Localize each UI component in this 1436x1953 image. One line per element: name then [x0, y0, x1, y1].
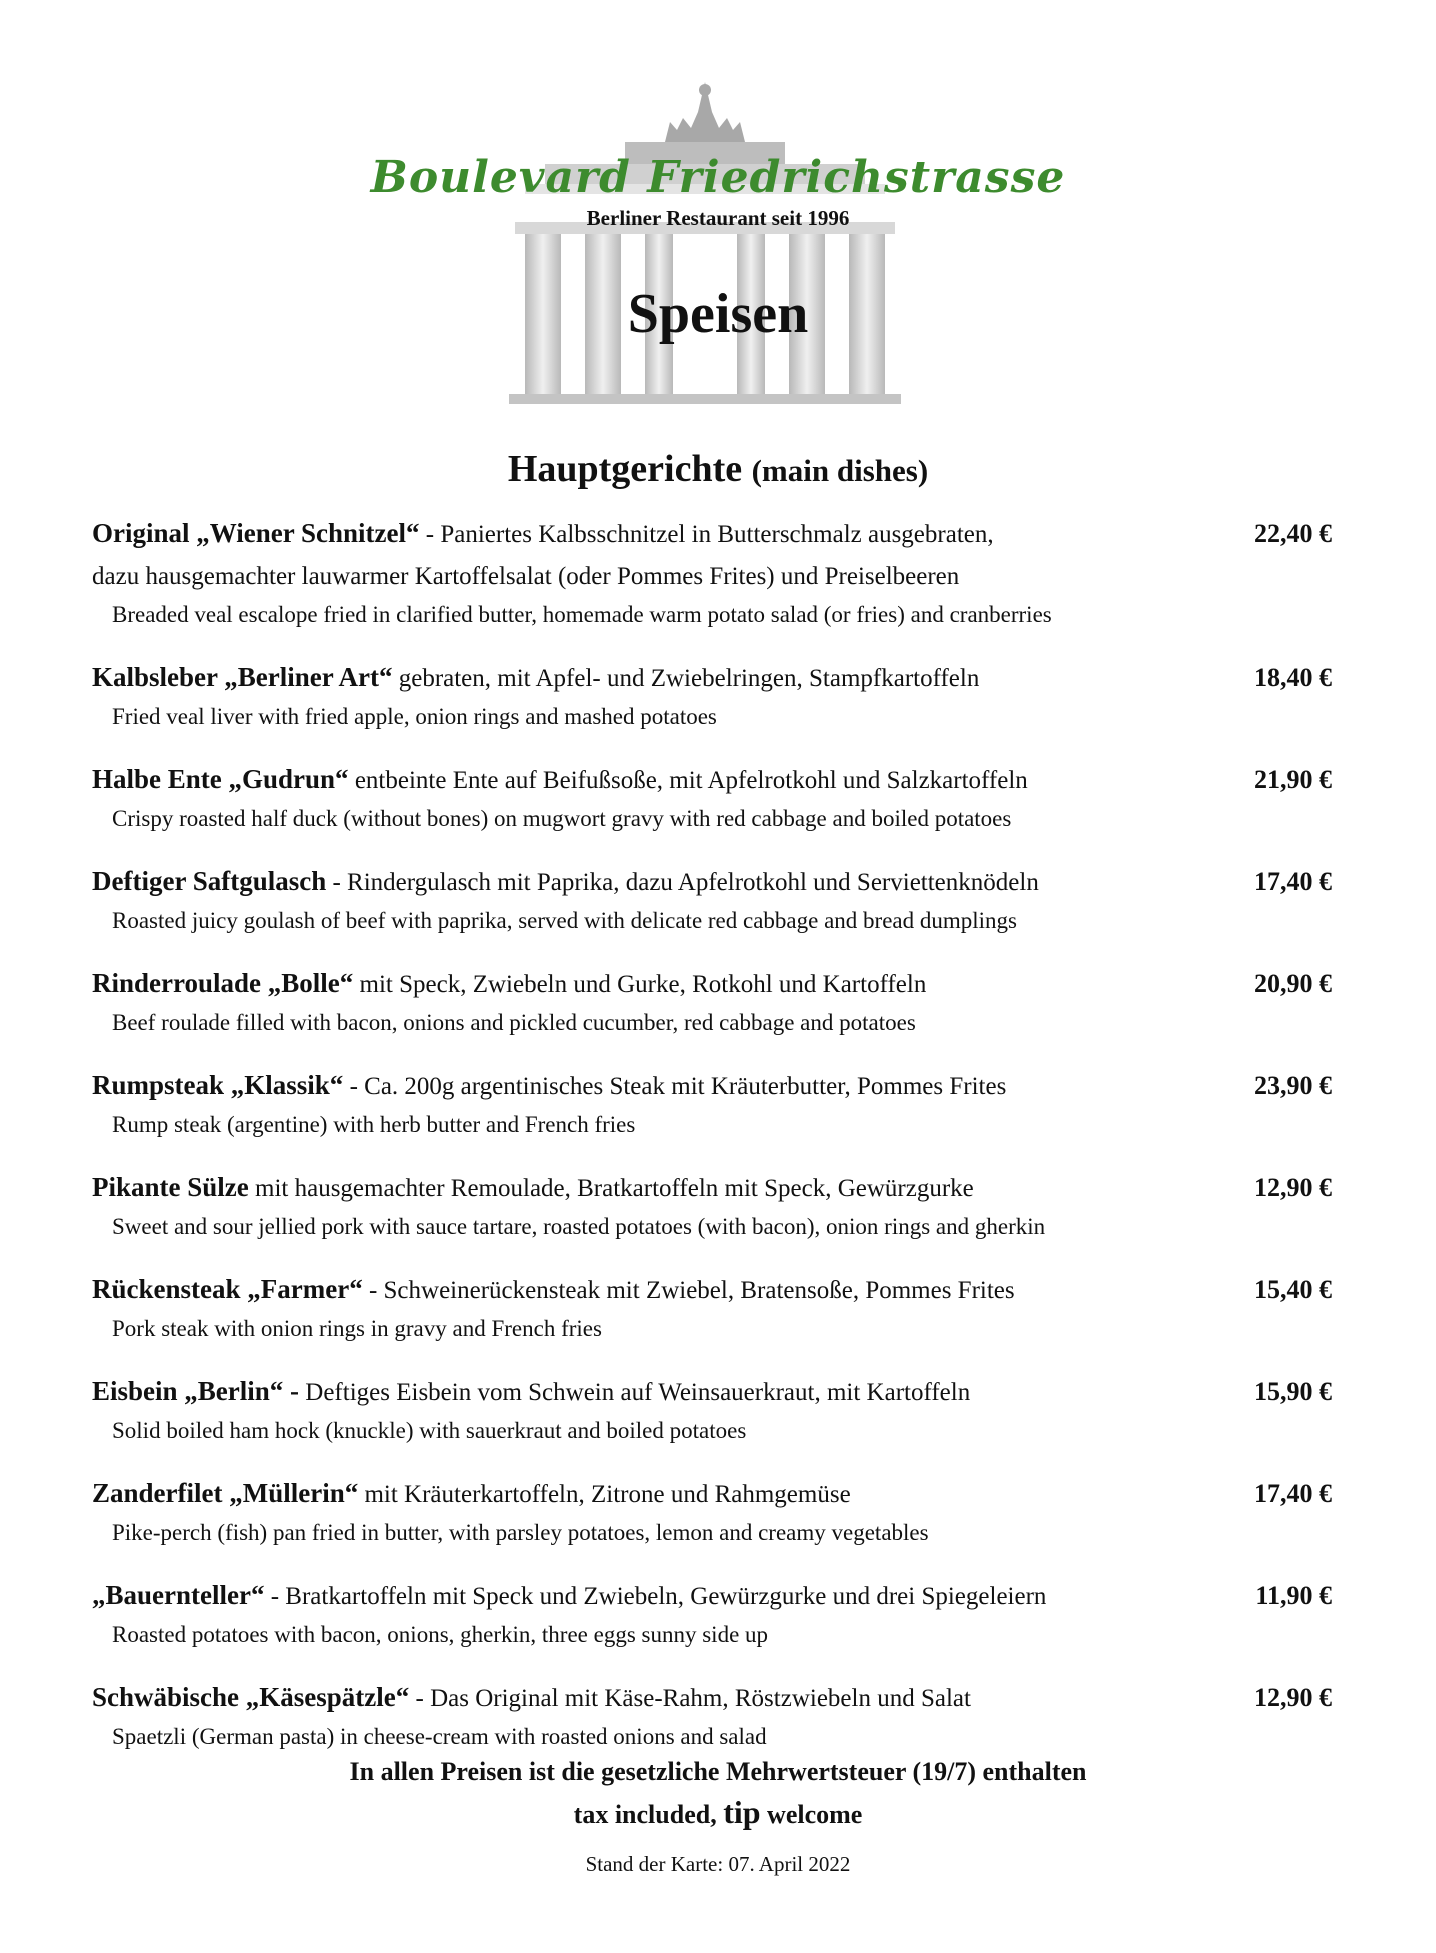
section-title [0, 447, 1436, 491]
dish-description-de: Deftiges Eisbein vom Schwein auf Weinsauerkraut, mit Kartoffeln [299, 1379, 971, 1406]
dish-name: Rückensteak „Farmer“ [92, 1274, 363, 1304]
menu-date: Stand der Karte: 07. April 2022 [585, 1852, 851, 1876]
menu-item [92, 758, 1332, 836]
dish-name: Kalbsleber „Berliner Art“ [92, 662, 393, 692]
dish-price: 20,90 € [1254, 969, 1332, 998]
dish-description-de: entbeinte Ente auf Beifußsoße, mit Apfelrotkohl und Salzkartoffeln [348, 767, 1028, 794]
dish-description-en: Roasted juicy goulash of beef with paprika, served with delicate red cabbage and bread dumplings [112, 908, 1018, 933]
dish-name: Original „Wiener Schnitzel“ [92, 518, 420, 548]
dish-name: Schwäbische „Käsespätzle“ [92, 1682, 410, 1712]
menu-item [92, 1676, 1332, 1754]
menu-item [92, 1268, 1332, 1346]
dish-price: 22,40 € [1254, 519, 1332, 548]
dish-price: 23,90 € [1254, 1071, 1332, 1100]
restaurant-brand: Boulevard Friedrichstrasse [370, 152, 1066, 203]
dish-description-en: Pike-perch (fish) pan fried in butter, with parsley potatoes, lemon and creamy vegetables [112, 1520, 929, 1545]
dish-price: 17,40 € [1254, 867, 1332, 896]
dish-price: 15,40 € [1254, 1275, 1332, 1304]
section-title-de: Hauptgerichte [507, 448, 743, 490]
dish-price: 18,40 € [1254, 663, 1332, 692]
dish-price: 21,90 € [1254, 765, 1332, 794]
dish-name: Rinderroulade „Bolle“ [92, 968, 354, 998]
dish-price: 12,90 € [1254, 1173, 1332, 1202]
tax-note-en-part1: tax included, [573, 1800, 724, 1829]
tax-note-en [0, 1792, 1436, 1835]
tax-note-en-tip: tip [723, 1794, 761, 1830]
dish-price: 15,90 € [1254, 1377, 1332, 1406]
dish-description-en: Roasted potatoes with bacon, onions, gherkin, three eggs sunny side up [112, 1622, 769, 1647]
menu-item [92, 1472, 1332, 1550]
dish-name: „Bauernteller“ [92, 1580, 265, 1610]
menu-item [92, 1064, 1332, 1142]
menu-item [92, 962, 1332, 1040]
dish-description-en: Pork steak with onion rings in gravy and French fries [112, 1316, 602, 1341]
dish-description-en: Spaetzli (German pasta) in cheese-cream with roasted onions and salad [112, 1724, 767, 1749]
dish-description-de: - Ca. 200g argentinisches Steak mit Kräuterbutter, Pommes Frites [343, 1073, 1007, 1100]
menu-header [0, 0, 1436, 420]
menu-item [92, 512, 1332, 632]
dish-description-de: - Rindergulasch mit Paprika, dazu Apfelrotkohl und Serviettenknödeln [326, 869, 1039, 896]
dish-description-de: - Schweinerückensteak mit Zwiebel, Bratensoße, Pommes Frites [362, 1277, 1015, 1304]
tax-note-en-part2: welcome [760, 1800, 863, 1829]
dish-description-de: mit hausgemachter Remoulade, Bratkartoffeln mit Speck, Gewürzgurke [248, 1175, 974, 1202]
menu-item [92, 1166, 1332, 1244]
dish-price: 12,90 € [1254, 1683, 1332, 1712]
dish-description-de: mit Speck, Zwiebeln und Gurke, Rotkohl und Kartoffeln [353, 971, 927, 998]
dish-description-en: Crispy roasted half duck (without bones) on mugwort gravy with red cabbage and boiled potatoes [112, 806, 1012, 831]
section-title-en: (main dishes) [751, 453, 929, 488]
dish-name: Eisbein „Berlin“ - [92, 1376, 300, 1406]
dish-description-en: Rump steak (argentine) with herb butter and French fries [112, 1112, 636, 1137]
dish-description-en: Beef roulade filled with bacon, onions and pickled cucumber, red cabbage and potatoes [112, 1010, 916, 1035]
dish-description-de: gebraten, mit Apfel- und Zwiebelringen, Stampfkartoffeln [392, 665, 980, 692]
dish-description-en: Solid boiled ham hock (knuckle) with sauerkraut and boiled potatoes [112, 1418, 747, 1443]
dish-price: 17,40 € [1254, 1479, 1332, 1508]
menu-item [92, 1574, 1332, 1652]
menu-item [92, 656, 1332, 734]
dish-description-en: Fried veal liver with fried apple, onion rings and mashed potatoes [112, 704, 717, 729]
dish-name: Deftiger Saftgulasch [92, 866, 327, 896]
dish-description-de: - Paniertes Kalbsschnitzel in Butterschmalz ausgebraten, [419, 521, 994, 548]
dish-description-en: Sweet and sour jellied pork with sauce tartare, roasted potatoes (with bacon), onion rings and gherkin [112, 1214, 1046, 1239]
menu-footer [0, 1752, 1436, 1883]
dish-description-de-continued: dazu hausgemachter lauwarmer Kartoffelsalat (oder Pommes Frites) und Preiselbeeren [92, 563, 960, 590]
tax-note-de: In allen Preisen ist die gesetzliche Mehrwertsteuer (19/7) enthalten [349, 1757, 1087, 1786]
dish-description-en: Breaded veal escalope fried in clarified butter, homemade warm potato salad (or fries) and cranberries [112, 602, 1052, 627]
dish-description-de: mit Kräuterkartoffeln, Zitrone und Rahmgemüse [358, 1481, 851, 1508]
dish-price: 11,90 € [1255, 1581, 1332, 1610]
page-title: Speisen [627, 283, 809, 345]
restaurant-subtitle: Berliner Restaurant seit 1996 [586, 206, 850, 230]
brandenburg-gate-logo [505, 82, 905, 407]
dish-name: Pikante Sülze [92, 1172, 249, 1202]
dish-description-de: - Das Original mit Käse-Rahm, Röstzwiebeln und Salat [409, 1685, 971, 1712]
dish-name: Halbe Ente „Gudrun“ [92, 764, 349, 794]
dish-description-de: - Bratkartoffeln mit Speck und Zwiebeln, Gewürzgurke und drei Spiegeleiern [264, 1583, 1047, 1610]
menu-list [92, 512, 1332, 1778]
menu-item [92, 1370, 1332, 1448]
dish-name: Zanderfilet „Müllerin“ [92, 1478, 359, 1508]
dish-name: Rumpsteak „Klassik“ [92, 1070, 344, 1100]
menu-item [92, 860, 1332, 938]
